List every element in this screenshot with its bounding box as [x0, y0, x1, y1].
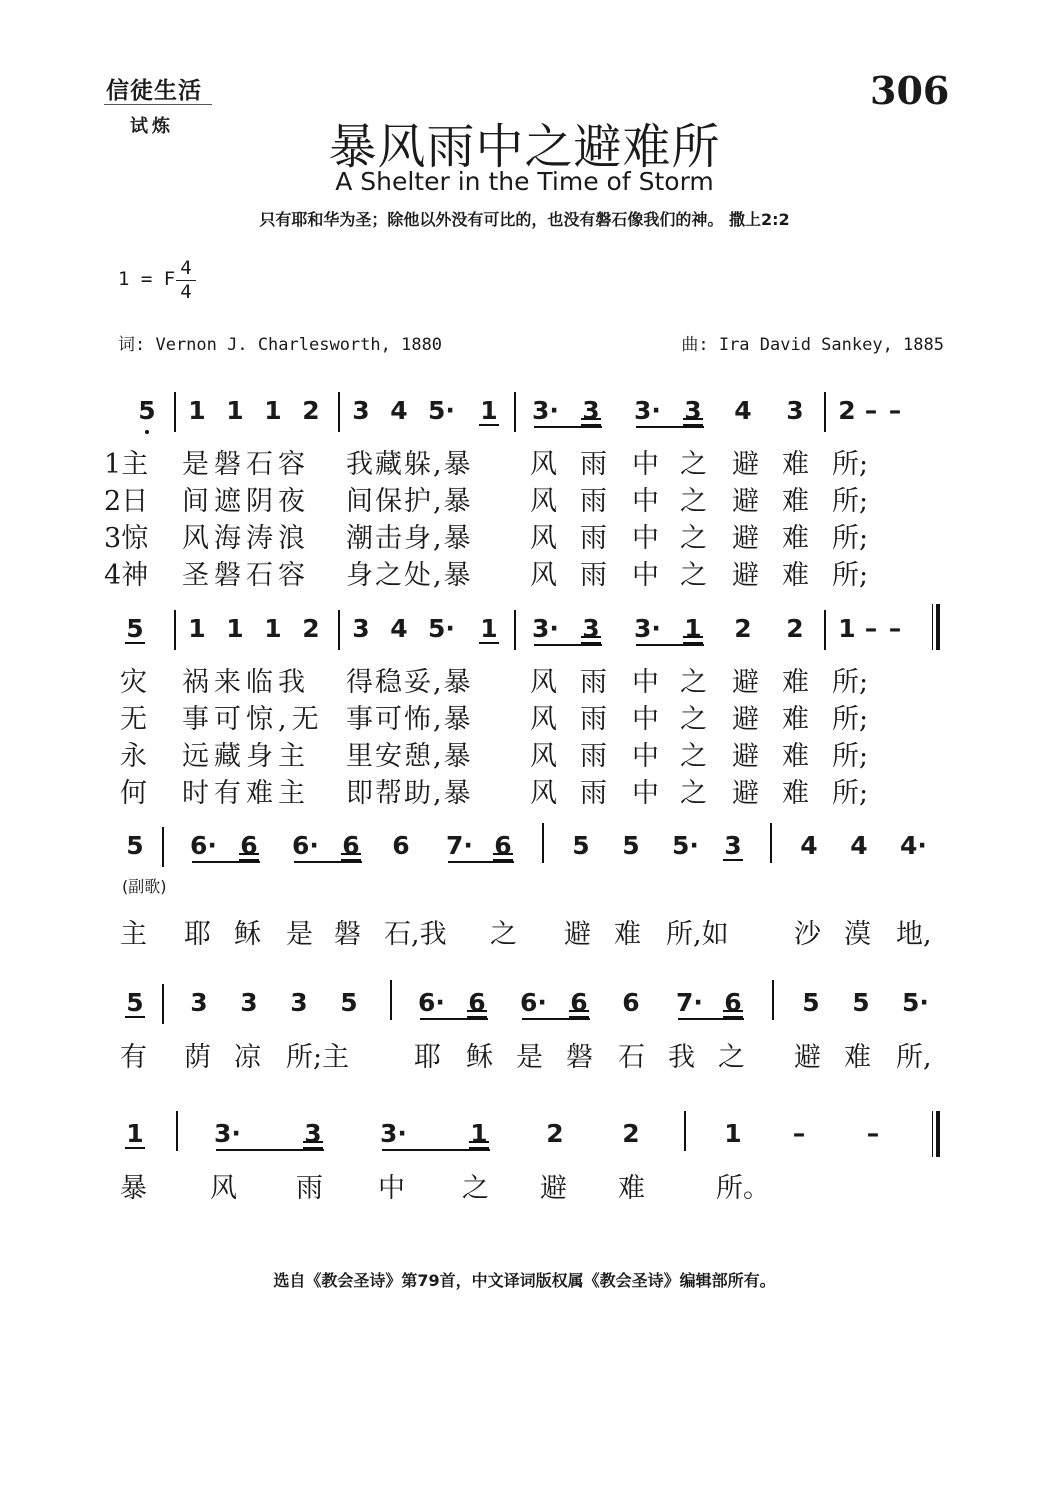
- lyric-char: 避: [732, 449, 759, 480]
- note: 5·: [428, 614, 455, 643]
- note: 3·: [214, 1119, 241, 1148]
- note: 2: [622, 1119, 640, 1148]
- barline: [390, 980, 392, 1020]
- lyric-char: 避: [732, 523, 759, 554]
- lyric-char: 之: [680, 704, 707, 735]
- note: 1: [466, 1119, 492, 1149]
- note: 3: [352, 396, 370, 425]
- lyric-char: 之: [680, 523, 707, 554]
- note: 3: [290, 988, 308, 1017]
- barline: [338, 610, 340, 650]
- verse-2-lyrics: 2日: [104, 486, 149, 517]
- note: 6: [464, 988, 490, 1018]
- note: 1: [122, 1119, 148, 1149]
- note: 3: [680, 396, 706, 426]
- barline: [772, 980, 774, 1020]
- note: 6: [236, 831, 262, 861]
- lyric-char: 耶: [184, 919, 211, 950]
- lyric-segment: 我藏躲,暴: [346, 449, 473, 480]
- lyric-char: 之: [680, 560, 707, 591]
- beam: [636, 426, 704, 428]
- note: 2: [302, 396, 320, 425]
- lyric-char: 灾: [120, 667, 147, 698]
- lyric-segment: 时有难主: [182, 778, 310, 809]
- barline: [174, 392, 176, 432]
- note: 5: [572, 831, 590, 860]
- lyric-char: 避: [732, 778, 759, 809]
- lyric-char: 难: [782, 449, 809, 480]
- note: 6: [622, 988, 640, 1017]
- lyric-char: 漠: [844, 919, 871, 950]
- barline: [162, 984, 164, 1024]
- note: 5: [126, 831, 144, 860]
- lyric-char: 难: [782, 704, 809, 735]
- barline: [824, 610, 826, 650]
- lyric-char: 避: [732, 486, 759, 517]
- note: 6: [566, 988, 592, 1018]
- lyric-char: 中: [632, 741, 659, 772]
- beam: [192, 861, 260, 863]
- composer-credit: 曲: Ira David Sankey, 1885: [681, 335, 944, 355]
- lyric-char: 风: [530, 449, 557, 480]
- lyric-char: 耶: [414, 1042, 441, 1073]
- beam: [636, 644, 704, 646]
- lyric-char: 雨: [580, 667, 607, 698]
- note: 4: [390, 614, 408, 643]
- note: 6·: [520, 988, 547, 1017]
- note: 4·: [900, 831, 927, 860]
- lyricist-credit: 词: Vernon J. Charlesworth, 1880: [118, 335, 443, 355]
- lyric-char: 之: [680, 778, 707, 809]
- lyric-char: 避: [732, 741, 759, 772]
- lyric-char: 之: [680, 449, 707, 480]
- barline: [162, 827, 164, 867]
- note: 1: [188, 396, 206, 425]
- note: 5: [802, 988, 820, 1017]
- note: 5: [134, 396, 160, 426]
- barline: [542, 823, 544, 863]
- lyric-char: 石: [618, 1042, 645, 1073]
- lyric-segment: 事可惊,无: [182, 704, 324, 735]
- lyric-char: 之: [462, 1173, 489, 1204]
- lyric-char: 难: [782, 486, 809, 517]
- note: 3·: [532, 396, 559, 425]
- lyric-segment: 事可怖,暴: [346, 704, 473, 735]
- lyric-char: 雨: [580, 704, 607, 735]
- lyric-char: 地,: [896, 919, 932, 950]
- lyric-char: 无: [120, 704, 147, 735]
- lyric-char: 凉: [234, 1042, 261, 1073]
- lyric-segment: 所,如: [666, 919, 729, 950]
- verse-1-lyrics: 1主: [104, 449, 149, 480]
- beam: [534, 426, 602, 428]
- dash: –: [866, 1119, 880, 1148]
- note: 1: [838, 614, 856, 643]
- note: 1: [724, 1119, 742, 1148]
- lyric-char: 我: [668, 1042, 695, 1073]
- time-signature: [176, 258, 196, 303]
- note: 3: [190, 988, 208, 1017]
- lyric-char: 暴: [120, 1173, 147, 1204]
- note: 6: [338, 831, 364, 861]
- barline: [684, 1111, 686, 1151]
- note: 5: [340, 988, 358, 1017]
- dash: –: [864, 396, 878, 425]
- verse-4-lyrics: 4神: [104, 560, 149, 591]
- note: 3·: [532, 614, 559, 643]
- lyric-char: 荫: [184, 1042, 211, 1073]
- note: 3: [578, 614, 604, 644]
- lyric-char: 中: [632, 486, 659, 517]
- category-divider: [104, 104, 212, 105]
- beam: [294, 861, 362, 863]
- lyric-char: 中: [632, 449, 659, 480]
- lyric-char: 所;: [832, 449, 869, 480]
- lyric-char: 中: [632, 778, 659, 809]
- lyric-char: 风: [530, 667, 557, 698]
- note: 1: [188, 614, 206, 643]
- lyric-char: 沙: [794, 919, 821, 950]
- barline: [770, 823, 772, 863]
- final-barline: [932, 1111, 940, 1157]
- lyric-char: 风: [530, 560, 557, 591]
- lyric-char: 避: [732, 560, 759, 591]
- note: 2: [838, 396, 856, 425]
- barline: [824, 392, 826, 432]
- note: 3: [240, 988, 258, 1017]
- key-label: 1 = F: [118, 268, 176, 290]
- dash: –: [888, 614, 902, 643]
- lyric-char: 雨: [580, 778, 607, 809]
- note: 2: [302, 614, 320, 643]
- lyric-char: 之: [680, 486, 707, 517]
- lyric-char: 所;: [832, 778, 869, 809]
- lyric-char: 难: [782, 778, 809, 809]
- time-bottom: 4: [180, 281, 192, 303]
- lyric-char: 难: [782, 560, 809, 591]
- lyric-char: 所。: [716, 1173, 770, 1204]
- barline: [338, 392, 340, 432]
- note: 5·: [672, 831, 699, 860]
- lyric-char: 磐: [566, 1042, 593, 1073]
- note: 1: [680, 614, 706, 644]
- lyric-segment: 间保护,暴: [346, 486, 473, 517]
- dash: –: [864, 614, 878, 643]
- lyric-char: 所;: [832, 560, 869, 591]
- lyric-char: 雨: [580, 523, 607, 554]
- title-chinese: 暴风雨中之避难所: [328, 119, 721, 175]
- lyric-char: 难: [614, 919, 641, 950]
- lyric-char: 雨: [580, 741, 607, 772]
- note: 7·: [676, 988, 703, 1017]
- barline: [176, 1111, 178, 1151]
- lyric-char: 雨: [580, 449, 607, 480]
- lyric-char: 何: [120, 778, 147, 809]
- note: 6: [392, 831, 410, 860]
- note: 2: [786, 614, 804, 643]
- note: 3: [578, 396, 604, 426]
- lyric-segment: 身之处,暴: [346, 560, 473, 591]
- lyric-segment: 得稳妥,暴: [346, 667, 473, 698]
- note: 1: [476, 614, 502, 644]
- note: 5·: [428, 396, 455, 425]
- note: 3·: [634, 396, 661, 425]
- beam: [522, 1018, 590, 1020]
- beam: [678, 1018, 744, 1020]
- title-english: A Shelter in the Time of Storm: [335, 167, 714, 196]
- lyric-segment: 祸来临我: [182, 667, 310, 698]
- lyric-char: 难: [782, 667, 809, 698]
- dash: –: [888, 396, 902, 425]
- lyric-char: 雨: [580, 486, 607, 517]
- lyric-char: 有: [120, 1042, 147, 1073]
- note: 4: [850, 831, 868, 860]
- hymn-number: 306: [870, 68, 950, 113]
- lyric-char: 中: [632, 523, 659, 554]
- lyric-segment: 风海涛浪: [182, 523, 310, 554]
- lyric-char: 所;: [832, 704, 869, 735]
- dash: –: [792, 1119, 806, 1148]
- lyric-char: 难: [782, 523, 809, 554]
- note: 1: [264, 396, 282, 425]
- lyric-char: 雨: [296, 1173, 323, 1204]
- lyric-char: 难: [844, 1042, 871, 1073]
- note: 6·: [292, 831, 319, 860]
- final-barline: [932, 604, 940, 650]
- lyric-segment: 间遮阴夜: [182, 486, 310, 517]
- lyric-char: 避: [732, 704, 759, 735]
- lyric-char: 所;: [832, 667, 869, 698]
- note: 4: [390, 396, 408, 425]
- lyric-segment: 里安憩,暴: [346, 741, 473, 772]
- lyric-char: 风: [530, 741, 557, 772]
- lyric-segment: 所;主: [286, 1042, 350, 1073]
- lyric-segment: 即帮助,暴: [346, 778, 473, 809]
- lyric-char: 风: [530, 486, 557, 517]
- lyric-char: 中: [632, 560, 659, 591]
- lyric-char: 之: [680, 741, 707, 772]
- note: 3·: [380, 1119, 407, 1148]
- note: 1: [264, 614, 282, 643]
- lyric-char: 中: [632, 667, 659, 698]
- note: 3: [300, 1119, 326, 1149]
- beam: [216, 1149, 324, 1151]
- key-signature: [118, 257, 192, 303]
- lyric-segment: 圣磐石容: [182, 560, 310, 591]
- lyric-char: 避: [732, 667, 759, 698]
- lyric-char: 磐: [334, 919, 361, 950]
- lyric-char: 避: [794, 1042, 821, 1073]
- note: 3·: [634, 614, 661, 643]
- lyric-char: 之: [718, 1042, 745, 1073]
- note: 6: [720, 988, 746, 1018]
- beam: [420, 1018, 488, 1020]
- time-top: 4: [180, 257, 192, 279]
- barline: [514, 392, 516, 432]
- lyric-segment: 是磐石容: [182, 449, 310, 480]
- lyric-char: 所;: [832, 486, 869, 517]
- copyright-footer: 选自《教会圣诗》第79首，中文译词版权属《教会圣诗》编辑部所有。: [273, 1271, 776, 1290]
- note: 1: [226, 396, 244, 425]
- note: 5: [122, 614, 148, 644]
- barline: [174, 610, 176, 650]
- note: 4: [800, 831, 818, 860]
- note: 5: [622, 831, 640, 860]
- lyric-char: 风: [530, 704, 557, 735]
- note: 7·: [446, 831, 473, 860]
- scripture-reference: 只有耶和华为圣；除他以外没有可比的，也没有磐石像我们的神。 撒上2:2: [259, 210, 790, 229]
- lyric-char: 主: [120, 919, 147, 950]
- lyric-char: 所,: [896, 1042, 932, 1073]
- note: 5: [852, 988, 870, 1017]
- lyric-char: 避: [564, 919, 591, 950]
- note: 5: [122, 988, 148, 1018]
- lyric-char: 难: [618, 1173, 645, 1204]
- lyric-char: 雨: [580, 560, 607, 591]
- note: 2: [546, 1119, 564, 1148]
- beam: [382, 1149, 490, 1151]
- lyric-char: 风: [530, 778, 557, 809]
- category-label: 信徒生活: [106, 77, 202, 104]
- subcategory-label: 试炼: [130, 116, 174, 137]
- beam: [534, 644, 602, 646]
- note: 4: [734, 396, 752, 425]
- barline: [514, 610, 516, 650]
- refrain-label: (副歌): [122, 877, 167, 896]
- lyric-char: 难: [782, 741, 809, 772]
- note: 6·: [190, 831, 217, 860]
- note: 1: [226, 614, 244, 643]
- lyric-char: 中: [632, 704, 659, 735]
- lyric-char: 稣: [234, 919, 261, 950]
- lyric-char: 之: [680, 667, 707, 698]
- lyric-char: 永: [120, 741, 147, 772]
- note: 1: [476, 396, 502, 426]
- beam: [448, 861, 514, 863]
- verse-3-lyrics: 3惊: [104, 523, 149, 554]
- lyric-char: 风: [210, 1173, 237, 1204]
- lyric-char: 稣: [466, 1042, 493, 1073]
- note: 3: [352, 614, 370, 643]
- lyric-char: 避: [540, 1173, 567, 1204]
- note: 5·: [902, 988, 929, 1017]
- note: 2: [734, 614, 752, 643]
- note: 3: [720, 831, 746, 861]
- lyric-segment: 潮击身,暴: [346, 523, 473, 554]
- lyric-char: 是: [516, 1042, 543, 1073]
- note: 3: [786, 396, 804, 425]
- lyric-char: 所;: [832, 741, 869, 772]
- lyric-char: 所;: [832, 523, 869, 554]
- lyric-char: 风: [530, 523, 557, 554]
- note: 6: [490, 831, 516, 861]
- lyric-char: 之: [490, 919, 517, 950]
- lyric-segment: 远藏身主: [182, 741, 310, 772]
- lyric-char: 是: [286, 919, 313, 950]
- note: 6·: [418, 988, 445, 1017]
- lyric-char: 中: [378, 1173, 405, 1204]
- lyric-segment: 石,我: [384, 919, 447, 950]
